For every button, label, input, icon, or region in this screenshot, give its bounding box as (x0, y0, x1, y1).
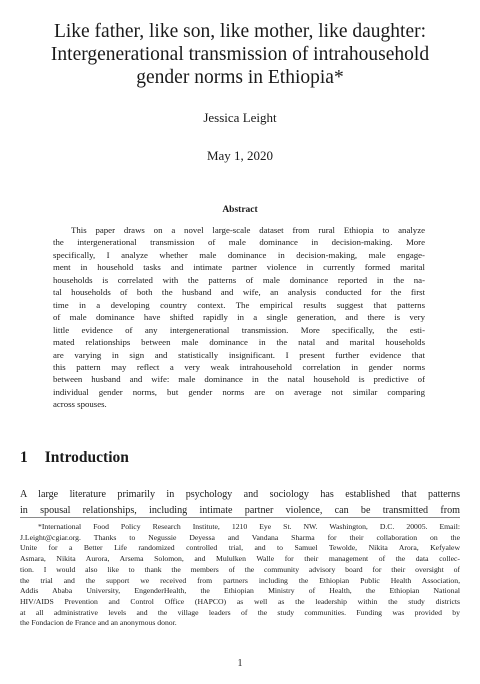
footnote-line: HIV/AIDS Prevention and Control Office (HAPCO) as well as the leadership within the study districts (20, 596, 460, 606)
page-number: 1 (237, 658, 243, 669)
abstract-line: between husband and wife: male dominance in the natal household is predictive of (53, 374, 425, 385)
title-line: Intergenerational transmission of intrahousehold (50, 44, 430, 65)
body-line: in spousal relationships, including intimate partner violence, can be transmitted from (20, 504, 460, 516)
footnote-divider (20, 517, 460, 518)
footnote-line: the Fondacion de France and an anonymous donor. (20, 618, 177, 628)
footnote-line: *International Food Policy Research Institute, 1210 Eye St. NW. Washington, D.C. 20005. Email: (38, 522, 460, 531)
section-heading-introduction (20, 449, 129, 467)
abstract-line: households is correlated with the patterns of male dominance reported in the na- (53, 274, 425, 285)
abstract-line: individual gender norms, but gender norms are on average not similar comparing (53, 386, 425, 397)
paper-title (30, 20, 450, 89)
abstract-line: little evidence of any intergenerational transmission. More specifically, the esti- (53, 324, 425, 335)
footnote-line: J.Leight@cgiar.org. Thanks to Negussie Deyessa and Vandana Sharma for their collaboration on the (20, 532, 460, 542)
abstract-line: ment in household tasks and intimate partner violence in currently formed marital (53, 262, 425, 273)
abstract-heading: Abstract (222, 205, 258, 215)
abstract-line: time in a developing country context. The empirical results suggest that patterns (53, 299, 425, 310)
body-line: A large literature primarily in psychology and sociology has established that patterns (20, 489, 460, 500)
abstract-line: mated relationships between male dominance in the natal and marital households (53, 337, 425, 348)
footnote-line: at all administrative levels and the village leaders of the study communities. Funding was provided by (20, 607, 460, 617)
abstract-body (53, 224, 425, 411)
publication-date: May 1, 2020 (206, 148, 274, 163)
title-line: Like father, like son, like mother, like daughter: (53, 21, 427, 42)
abstract-line: across spouses. (53, 399, 107, 410)
abstract-line: this pattern may reflect a very weak intrahousehold correlation in gender norms (53, 361, 425, 372)
section-title: Introduction (44, 449, 129, 466)
author-name: Jessica Leight (203, 110, 277, 125)
abstract-line: tal households of both the husband and wife, an analysis conducted for the first (53, 287, 425, 298)
section-number: 1 (20, 449, 28, 466)
title-line: gender norms in Ethiopia* (136, 67, 344, 88)
abstract-line: of male dominance have shifted rapidly in a single generation, and there is very (53, 312, 425, 323)
footnote-line: Addis Ababa University, EngenderHealth, the Ethiopian Ministry of Health, the Ethiopian National (20, 586, 460, 596)
footnote-line: Unite for a Better Life randomized controlled trial, and to Samuel Tewolde, Nikita Arora, Kefyalew (20, 543, 460, 553)
abstract-line: the intergenerational transmission of male dominance in decision-making. More (53, 237, 425, 248)
abstract-line: specifically, I analyze whether male dominance in decision-making, male engage- (53, 249, 425, 260)
footnote-line: the trial and the support we received from partners including the Ethiopian Public Health Association, (20, 575, 460, 585)
abstract-line: are varying in sign and statistically insignificant. I present further evidence that (53, 349, 425, 360)
footnote (20, 522, 460, 629)
footnote-line: Asmara, Nikita Aurora, Arsema Solomon, and Mululken Walle for their management of the data collec- (20, 554, 460, 564)
footnote-line: tion. I would also like to thank the members of the community advisory board for their oversight of (20, 564, 460, 574)
abstract-line: This paper draws on a novel large-scale dataset from rural Ethiopia to analyze (71, 225, 425, 235)
introduction-body (20, 487, 460, 518)
